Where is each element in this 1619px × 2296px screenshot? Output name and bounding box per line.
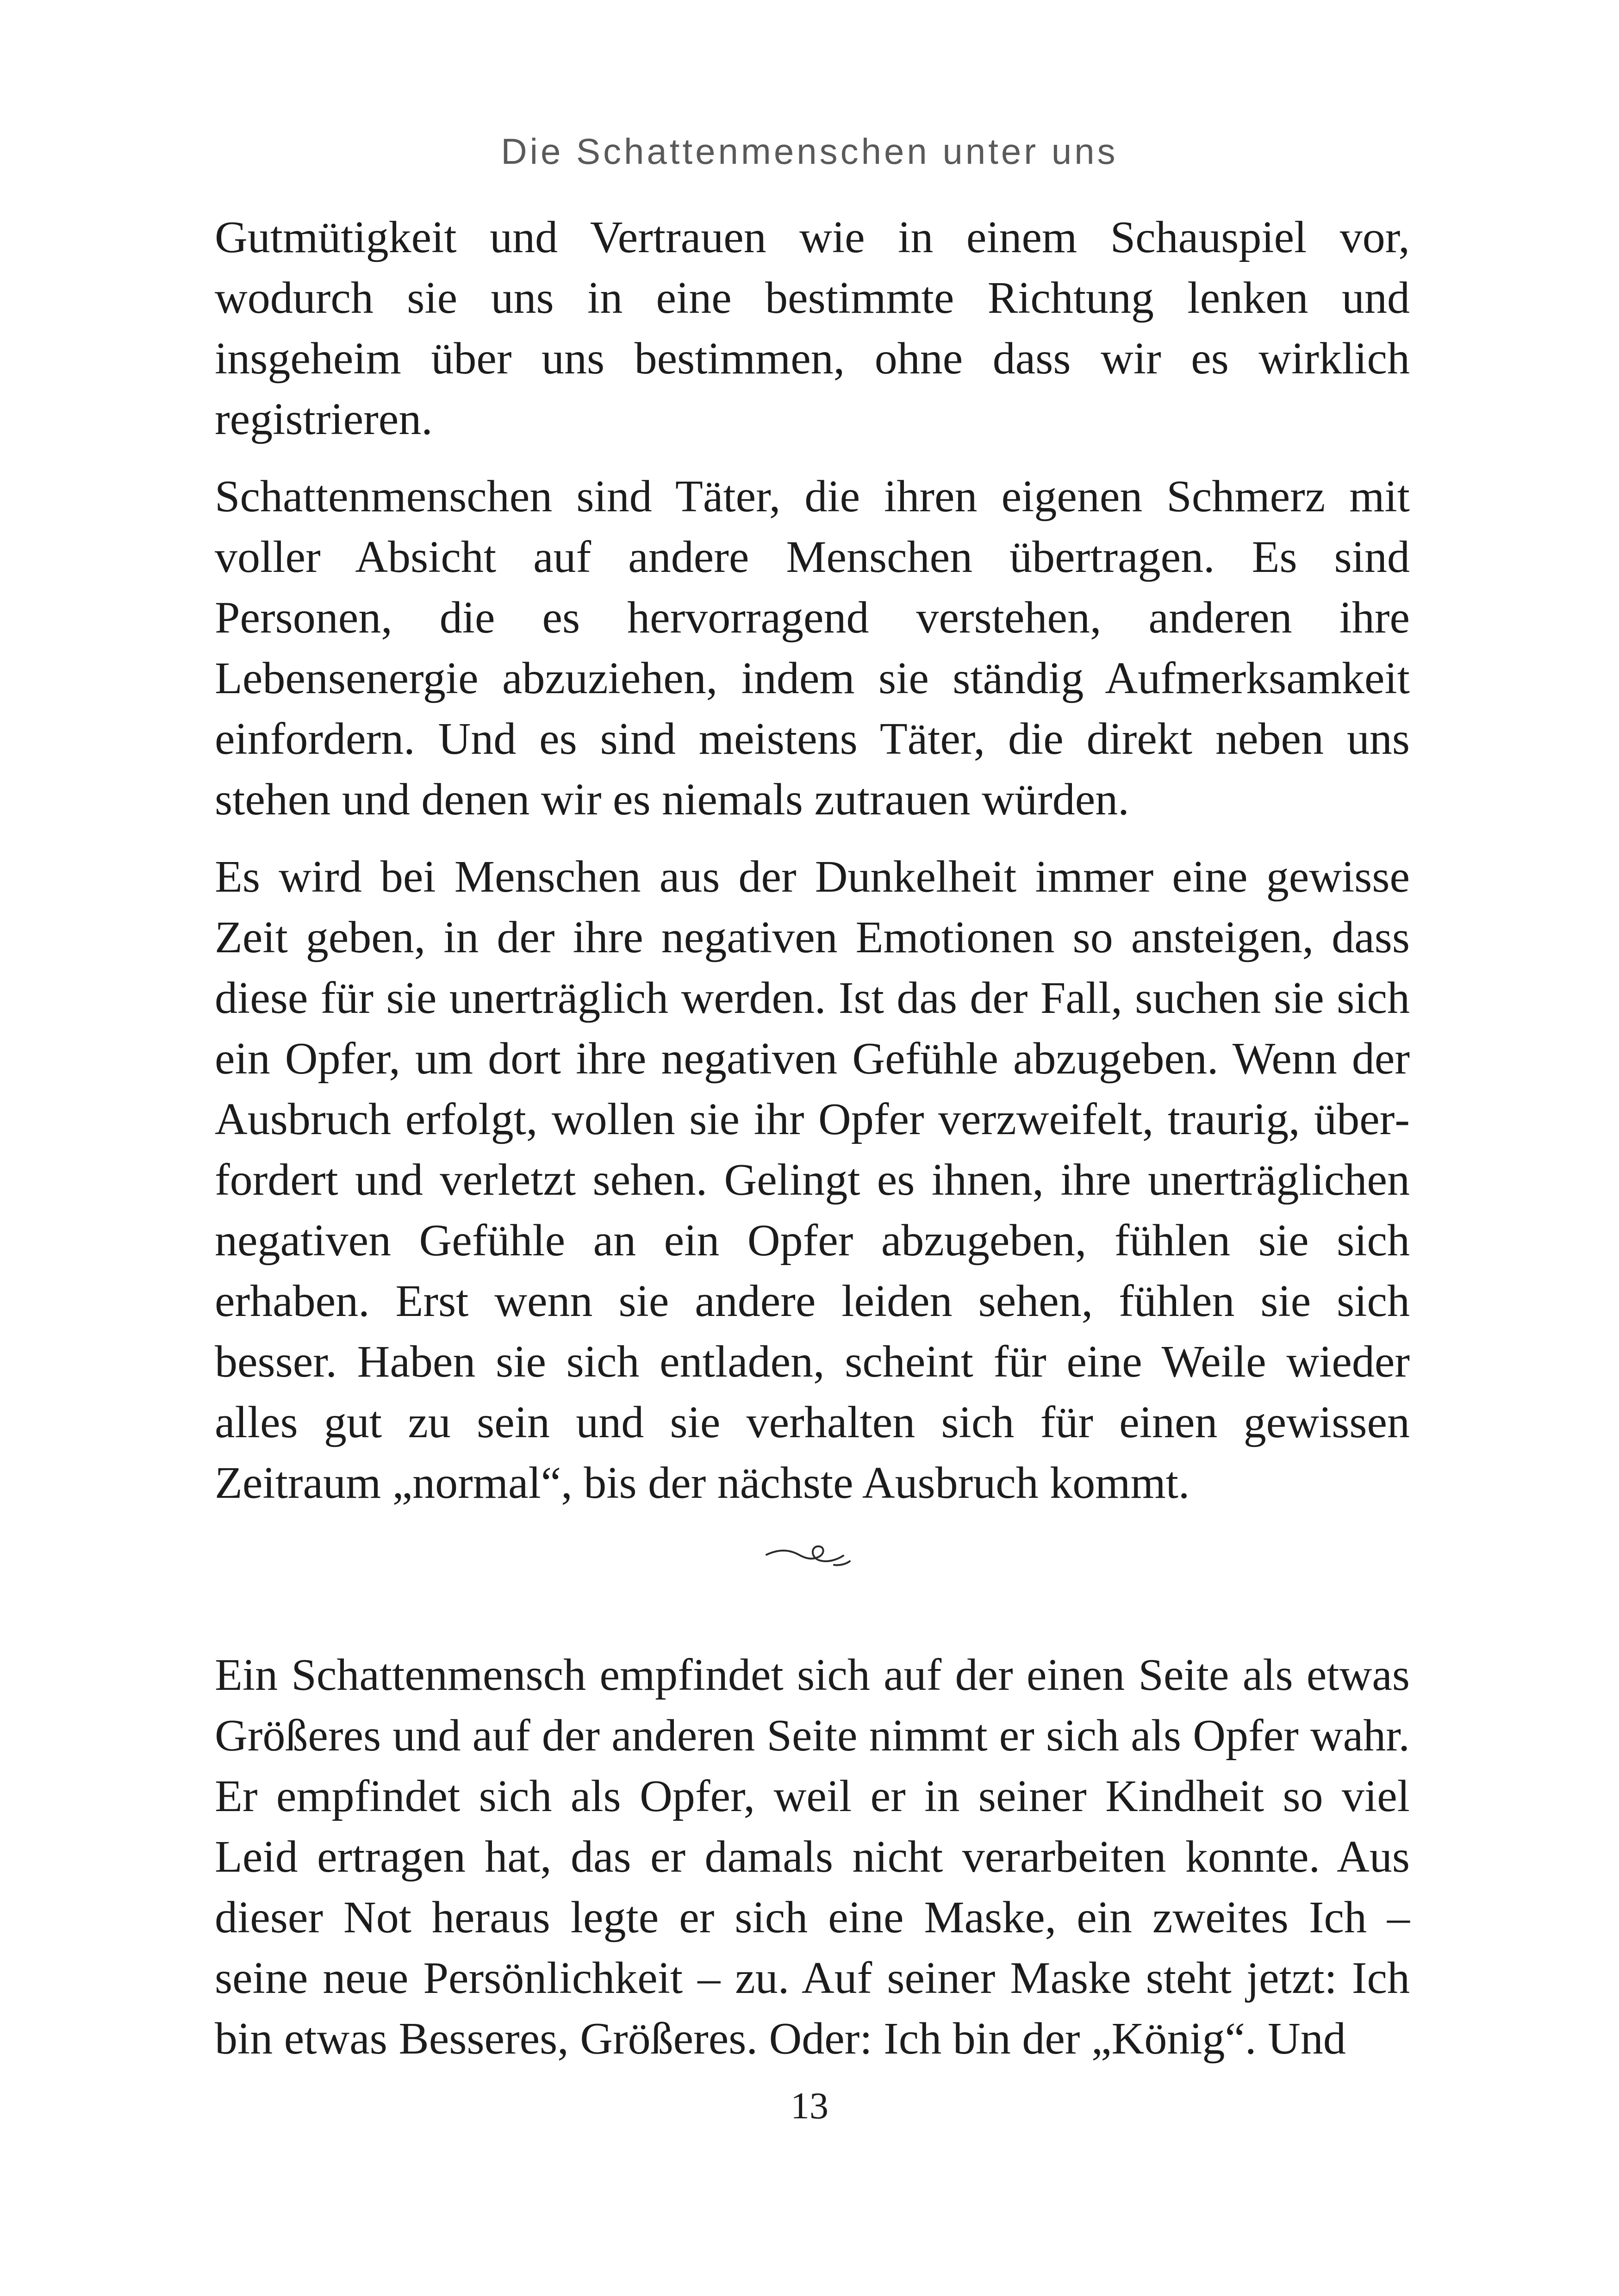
swirl-ornament-icon (765, 1539, 853, 1571)
paragraph-3: Es wird bei Menschen aus der Dunkelheit immer eine gewisse Zeit geben, in der ihre negativen Emotionen so ansteigen, dass diese für sie unerträglich werden. Ist das der Fall, suchen sie sich ein Opfer, um dort ihre negativen Gefühle abzugeben. Wenn der Ausbruch erfolgt, wollen sie ihr Opfer verzweifelt, traurig, überfordert und verletzt sehen. Gelingt es ihnen, ihre unerträglichen negativen Gefühle an ein Opfer abzugeben, fühlen sie sich erhaben. Erst wenn sie andere leiden sehen, fühlen sie sich besser. Haben sie sich entladen, scheint für eine Weile wieder alles gut zu sein und sie verhalten sich für einen gewissen Zeitraum „normal“, bis der nächste Ausbruch kommt. (215, 852, 1410, 1508)
body-text (215, 207, 1410, 1514)
paragraph-1: Gutmütigkeit und Vertrauen wie in einem Schauspiel vor, wodurch sie uns in eine bestimmte Richtung lenken und insgeheim über uns bestimmen, ohne dass wir es wirklich registrieren. (215, 212, 1410, 444)
page-number: 13 (791, 2085, 828, 2127)
section-two (215, 1645, 1410, 2069)
paragraph-2: Schattenmenschen sind Täter, die ihren eigenen Schmerz mit voller Absicht auf andere Menschen übertragen. Es sind Personen, die es hervorragend verstehen, anderen ihre Lebensenergie abzuziehen, indem sie ständig Aufmerksamkeit einfordern. Und es sind meistens Täter, die direkt neben uns stehen und denen wir es niemals zutrauen würden. (215, 472, 1410, 825)
running-header: Die Schattenmenschen unter uns (501, 131, 1118, 172)
paragraph-4: Ein Schattenmensch empfindet sich auf der einen Seite als etwas Größeres und auf der anderen Seite nimmt er sich als Opfer wahr. Er empfindet sich als Opfer, weil er in seiner Kindheit so viel Leid ertragen hat, das er damals nicht verarbeiten konnte. Aus dieser Not heraus legte er sich eine Maske, ein zweites Ich – seine neue Persönlichkeit – zu. Auf seiner Maske steht jetzt: Ich bin etwas Besseres, Größeres. Oder: Ich bin der „König“. Und (215, 1650, 1410, 2064)
